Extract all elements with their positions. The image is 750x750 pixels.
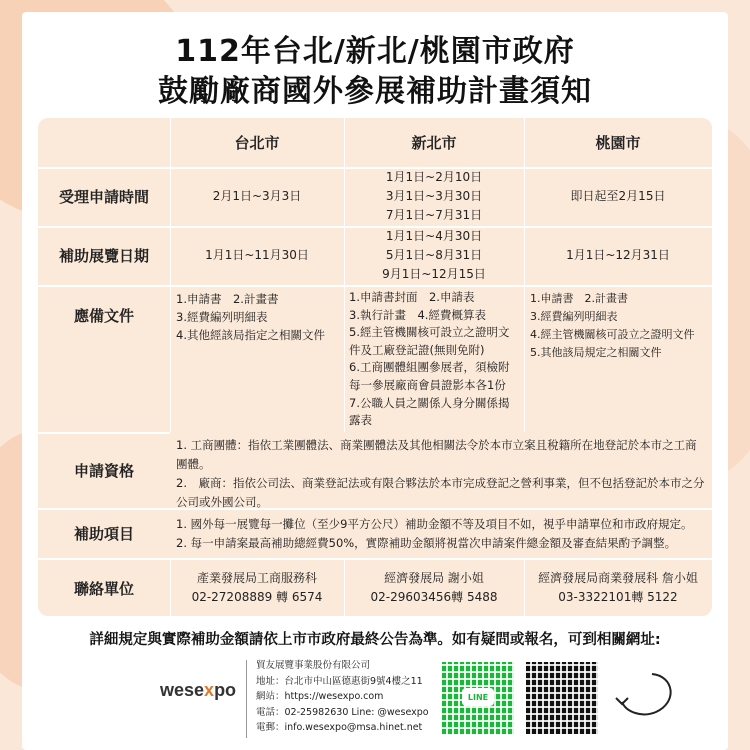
cell-newtaipei-application-time: 1月1日~2月10日 3月1日~3月30日 7月1日~7月31日 [385, 170, 483, 222]
cell-taipei-application-time: 2月1日~3月3日 [212, 189, 302, 203]
title-line-1: 112年台北/新北/桃園市政府 [175, 34, 575, 69]
cell-taipei-contact: 產業發展局工商服務科 02-27208889 轉 6574 [191, 571, 323, 604]
company-info [256, 658, 429, 736]
footer-note: 詳細規定與實際補助金額請依上市市政府最終公告為準。如有疑問或報名，可到相關網址: [89, 632, 661, 648]
company-name: 貿友展覽事業股份有限公司 [256, 660, 371, 671]
row-label-application-time: 受理申請時間 [58, 188, 149, 206]
cell-newtaipei-documents: 1.申請書封面 2.申請表 3.執行計畫 4.經費概算表 5.經主管機關核可設立之證明文件及工廠登記證(無則免附) 6.工商團體組團參展者，須檢附每一參展廠商會員證影本各1份 7.公職人員之關係人身分關係揭露表 [349, 290, 510, 428]
cell-newtaipei-contact: 經濟發展局 謝小姐 02-29603456轉 5488 [370, 571, 498, 604]
row-label-documents: 應備文件 [73, 306, 134, 325]
cell-taoyuan-application-time: 即日起至2月15日 [570, 189, 666, 203]
company-phone: 電話：02-25982630 Line: @wesexpo [256, 706, 429, 718]
cell-taipei-documents: 1.申請書 2.計畫書 3.經費編列明細表 4.其他經該局指定之相關文件 [176, 292, 325, 342]
column-header-taoyuan: 桃園市 [595, 134, 641, 152]
line-qr-code-icon[interactable] [442, 662, 514, 734]
wesexpo-logo: wesexpo [160, 680, 237, 700]
title-line-2: 鼓勵廠商國外參展補助計畫須知 [158, 74, 592, 109]
cell-taipei-exhibition-dates: 1月1日~11月30日 [205, 248, 309, 262]
company-email[interactable]: 電郵：info.wesexpo@msa.hinet.net [256, 722, 423, 733]
company-address: 地址：台北市中山區德惠街9號4樓之11 [256, 675, 423, 687]
row-label-qualification: 申請資格 [73, 461, 134, 480]
column-header-newtaipei: 新北市 [411, 134, 457, 152]
cell-qualification: 1. 工商團體：指依工業團體法、商業團體法及其他相關法令於本市立案且稅籍所在地登記於本市之工商團體。 2. 廠商：指依公司法、商業登記法或有限合夥法於本市完成登記之營利事業，但不包括登記於本市之分公司或外國公司。 [170, 432, 712, 508]
cell-taoyuan-contact: 經濟發展局商業發展科 詹小姐 03-3322101轉 5122 [538, 571, 698, 604]
row-label-contact: 聯絡單位 [73, 579, 134, 598]
info-table [38, 118, 712, 616]
curved-arrow-icon [612, 668, 680, 724]
cell-taoyuan-documents: 1.申請書 2.計畫書 3.經費編列明細表 4.經主管機關核可設立之證明文件 5.其他該局規定之相關文件 [530, 292, 695, 359]
company-website[interactable]: 網站：https://wesexpo.com [256, 691, 384, 702]
cell-subsidy: 1. 國外每一展覽每一攤位（至少9平方公尺）補助金額不等及項目不如，視乎申請單位和市政府規定。 2. 每一申請案最高補助總經費50%，實際補助金額將視當次申請案件總金額及審查結果酌予調整。 [170, 510, 712, 558]
website-qr-code-icon[interactable] [526, 662, 598, 734]
cell-taoyuan-exhibition-dates: 1月1日~12月31日 [566, 248, 670, 262]
divider [246, 660, 247, 738]
line-label: LINE [462, 688, 494, 706]
cell-newtaipei-exhibition-dates: 1月1日~4月30日 5月1日~8月31日 9月1日~12月15日 [382, 229, 486, 281]
column-header-taipei: 台北市 [234, 134, 280, 152]
row-label-exhibition-dates: 補助展覽日期 [58, 247, 149, 265]
row-label-subsidy: 補助項目 [73, 524, 134, 543]
